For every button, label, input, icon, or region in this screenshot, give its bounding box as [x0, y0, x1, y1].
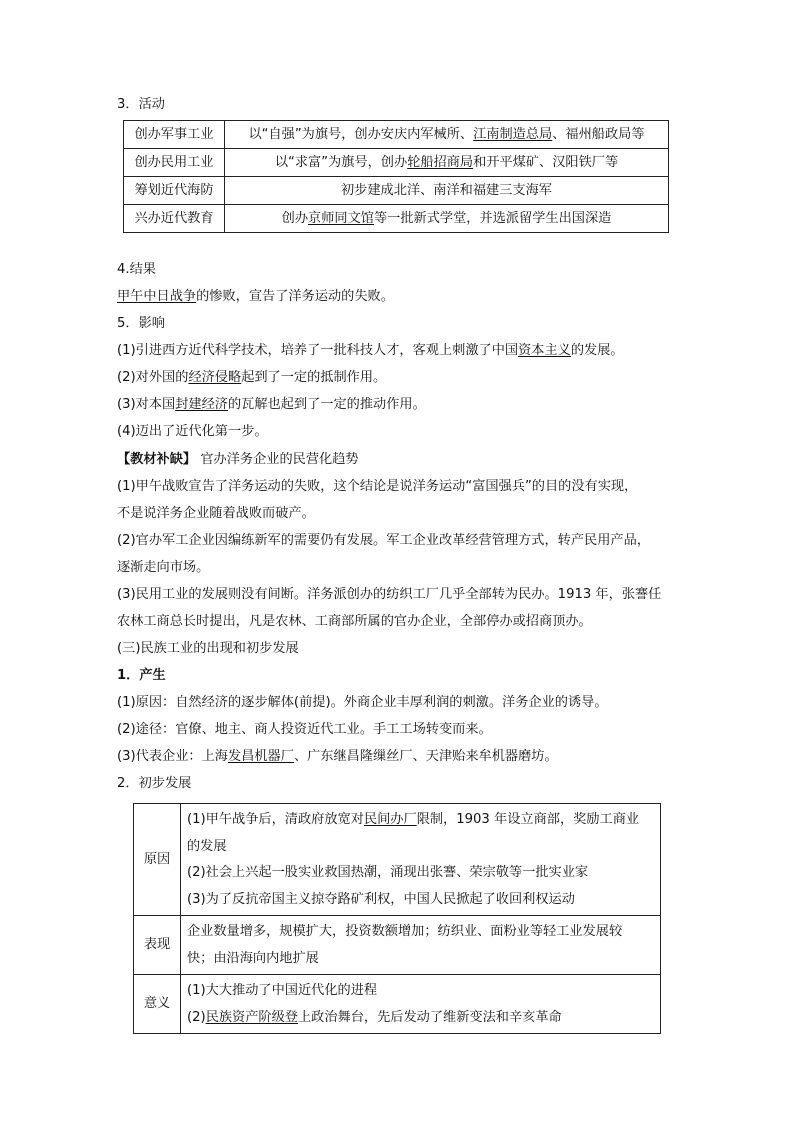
- activity-name: 创办民用工业: [124, 149, 225, 177]
- table-row: [134, 975, 661, 1034]
- show-label: 表现: [134, 916, 181, 975]
- meaning-line: (1)大大推动了中国近代化的进程: [187, 983, 378, 998]
- meaning-content: [181, 975, 661, 1034]
- impact-item: (4)迈出了近代化第一步。: [117, 424, 268, 439]
- table-row: [124, 149, 669, 177]
- dev-title: 2．初步发展: [117, 776, 192, 791]
- activity-desc: 以“自强”为旗号，创办安庆内军械所、江南制造总局、福州船政局等: [225, 121, 669, 149]
- development-table: [133, 803, 661, 1034]
- reason-line: 的发展: [187, 838, 227, 854]
- meaning-line: (2)民族资产阶级登上政治舞台，先后发动了维新变法和辛亥革命: [187, 1009, 562, 1025]
- table-row: [124, 177, 669, 205]
- reason-line: (3)为了反抗帝国主义掠夺路矿利权，中国人民掀起了收回利权运动: [187, 891, 575, 907]
- supplement-line: 不是说洋务企业随着战败而破产。: [117, 506, 315, 521]
- activity-desc: 初步建成北洋、南洋和福建三支海军: [225, 177, 669, 205]
- reason-line: (1)甲午战争后，清政府放宽对民间办厂限制，1903 年设立商部，奖励工商业: [187, 812, 640, 827]
- table-row: [124, 121, 669, 149]
- table-row: [124, 205, 669, 233]
- table-row: [134, 916, 661, 975]
- result-text: 甲午中日战争的惨败，宣告了洋务运动的失败。: [117, 289, 394, 304]
- supplement-line: 农林工商总长时提出，凡是农林、工商部所属的官办企业，全部停办或招商顶办。: [117, 614, 592, 629]
- show-content: [181, 916, 661, 975]
- produce-item: (2)途径：官僚、地主、商人投资近代工业。手工工场转变而来。: [117, 722, 492, 737]
- activity-name: 兴办近代教育: [124, 205, 225, 233]
- impact-item: (3)对本国封建经济的瓦解也起到了一定的推动作用。: [117, 397, 426, 412]
- activity-name: 筹划近代海防: [124, 177, 225, 205]
- show-line: 企业数量增多，规模扩大，投资数额增加；纺织业、面粉业等轻工业发展较: [187, 924, 623, 939]
- supplement-line: (1)甲午战败宣告了洋务运动的失败，这个结论是说洋务运动“富国强兵”的目的没有实现，: [117, 479, 638, 494]
- supplement-tag: 【教材补缺】: [117, 452, 197, 467]
- supplement-line: (2)官办军工企业因编练新军的需要仍有发展。军工企业改革经营管理方式，转产民用产品，: [117, 533, 650, 548]
- reason-label: 原因: [134, 804, 181, 916]
- section-three-title: (三)民族工业的出现和初步发展: [117, 641, 299, 656]
- activity-desc: 以“求富”为旗号，创办轮船招商局和开平煤矿、汉阳铁厂等: [225, 149, 669, 177]
- table-row: [134, 804, 661, 916]
- section5-title: 5．影响: [117, 316, 165, 331]
- produce-item: (1)原因：自然经济的逐步解体(前提)。外商企业丰厚利润的刺激。洋务企业的诱导。: [117, 695, 608, 710]
- produce-title: 1．产生: [117, 668, 166, 683]
- activity-name: 创办军事工业: [124, 121, 225, 149]
- produce-item: (3)代表企业：上海发昌机器厂、广东继昌隆缫丝厂、天津贻来牟机器磨坊。: [117, 749, 558, 764]
- reason-content: [181, 804, 661, 916]
- supplement-title: 官办洋务企业的民营化趋势: [200, 452, 359, 467]
- activities-table: [123, 120, 669, 233]
- section4-title: 4.结果: [117, 262, 156, 277]
- impact-item: (1)引进西方近代科学技术，培养了一批科技人才，客观上刺激了中国资本主义的发展。: [117, 343, 624, 358]
- supplement-heading: [117, 451, 359, 469]
- activity-desc: 创办京师同文馆等一批新式学堂，并选派留学生出国深造: [225, 205, 669, 233]
- section3-title: 3．活动: [117, 97, 165, 112]
- supplement-line: (3)民用工业的发展则没有间断。洋务派创办的纺织工厂几乎全部转为民办。1913 年，张謇任: [117, 587, 662, 602]
- impact-item: (2)对外国的经济侵略起到了一定的抵制作用。: [117, 370, 387, 385]
- reason-line: (2)社会上兴起一股实业救国热潮，涌现出张謇、荣宗敬等一批实业家: [187, 865, 589, 880]
- supplement-line: 逐渐走向市场。: [117, 560, 210, 575]
- show-line: 快；由沿海向内地扩展: [187, 950, 319, 966]
- meaning-label: 意义: [134, 975, 181, 1034]
